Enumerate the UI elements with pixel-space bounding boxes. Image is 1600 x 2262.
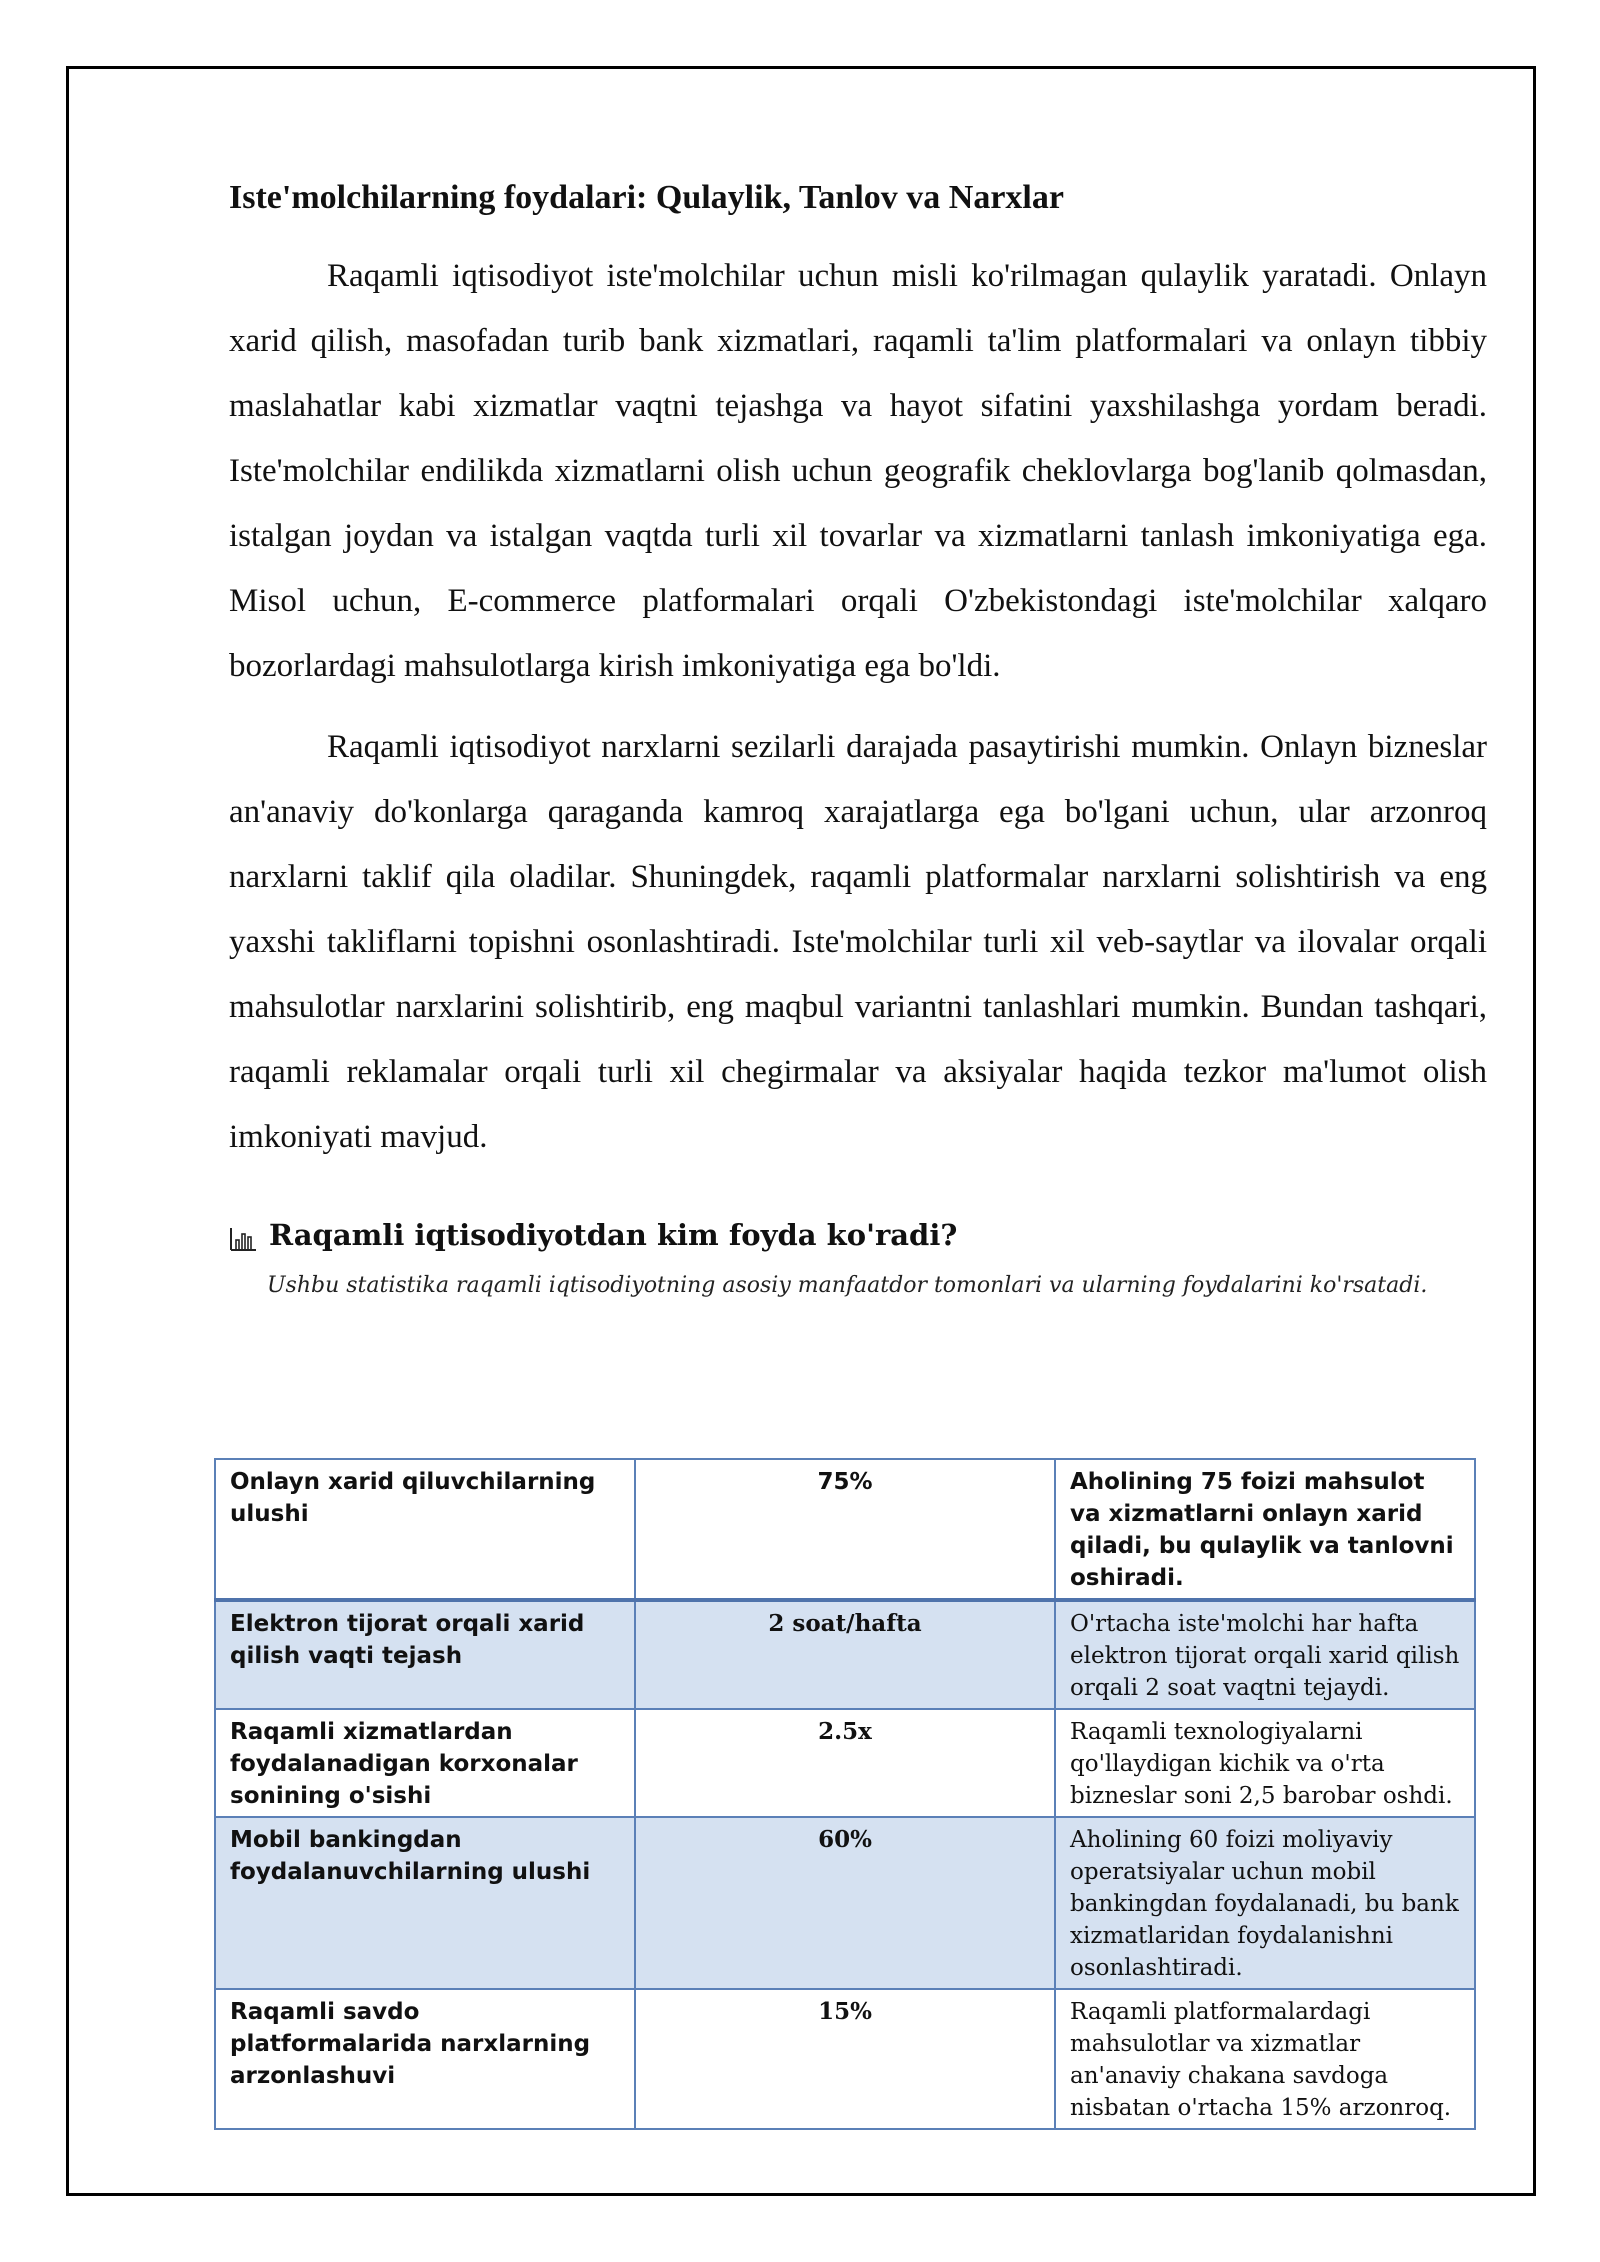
row-label: Raqamli savdo platformalarida narxlarning arzonlashuvi [215, 1989, 635, 2129]
row-label: Onlayn xarid qiluvchilarning ulushi [215, 1459, 635, 1600]
row-label: Elektron tijorat orqali xarid qilish vaqti tejash [215, 1600, 635, 1709]
paragraph-prices: Raqamli iqtisodiyot narxlarni sezilarli darajada pasaytirishi mumkin. Onlayn bizneslar an'anaviy do'konlarga qaraganda kamroq xarajatlarga ega bo'lgani uchun, ular arzonroq narxlarni taklif qila oladilar. Shuningdek, raqamli platformalar narxlarni solishtirish va eng yaxshi takliflarni topishni osonlashtiradi. Iste'molchilar turli xil veb-saytlar va ilovalar orqali mahsulotlar narxlarini solishtirib, eng maqbul variantni tanlashlari mumkin. Bundan tashqari, raqamli reklamalar orqali turli xil chegirmalar va aksiyalar haqida tezkor ma'lumot olish imkoniyati mavjud. [229, 729, 1487, 1155]
row-description: Aholining 60 foizi moliyaviy operatsiyalar uchun mobil bankingdan foydalanadi, bu bank xizmatlaridan foydalanishni osonlashtiradi. [1055, 1817, 1475, 1989]
stats-heading-text: Raqamli iqtisodiyotdan kim foyda ko'radi? [269, 1218, 958, 1252]
row-description: Raqamli platformalardagi mahsulotlar va xizmatlar an'anaviy chakana savdoga nisbatan o'rtacha 15% arzonroq. [1055, 1989, 1475, 2129]
row-value: 2 soat/hafta [635, 1600, 1055, 1709]
paragraph-convenience: Raqamli iqtisodiyot iste'molchilar uchun misli ko'rilmagan qulaylik yaratadi. Onlayn xarid qilish, masofadan turib bank xizmatlari, raqamli ta'lim platformalari va onlayn tibbiy maslahatlar kabi xizmatlar vaqtni tejashga va hayot sifatini yaxshilashga yordam beradi. Iste'molchilar endilikda xizmatlarni olish uchun geografik cheklovlarga bog'lanib qolmasdan, istalgan joydan va istalgan vaqtda turli xil tovarlar va xizmatlarni tanlash imkoniyatiga ega. Misol uchun, E-commerce platformalari orqali O'zbekistondagi iste'molchilar xalqaro bozorlardagi mahsulotlarga kirish imkoniyatiga ega bo'ldi. [229, 258, 1487, 684]
row-value: 15% [635, 1989, 1055, 2129]
table-row [215, 1709, 1475, 1817]
row-label: Mobil bankingdan foydalanuvchilarning ulushi [215, 1817, 635, 1989]
table-row [215, 1989, 1475, 2129]
stats-table [214, 1458, 1476, 2130]
row-label: Raqamli xizmatlardan foydalanadigan korxonalar sonining o'sishi [215, 1709, 635, 1817]
row-value: 75% [635, 1459, 1055, 1600]
section-title: Iste'molchilarning foydalari: Qulaylik, Tanlov va Narxlar [229, 179, 1064, 216]
table-row [215, 1459, 1475, 1600]
row-value: 2.5x [635, 1709, 1055, 1817]
stats-caption: Ushbu statistika raqamli iqtisodiyotning asosiy manfaatdor tomonlari va ularning foydalarini ko'rsatadi. [267, 1273, 1428, 1298]
table-row [215, 1600, 1475, 1709]
row-description: Aholining 75 foizi mahsulot va xizmatlarni onlayn xarid qiladi, bu qulaylik va tanlovni oshiradi. [1055, 1459, 1475, 1600]
stats-heading [229, 1215, 1487, 1255]
document-body [229, 168, 1487, 1303]
row-description: Raqamli texnologiyalarni qo'llaydigan kichik va o'rta bizneslar soni 2,5 barobar oshdi. [1055, 1709, 1475, 1817]
row-value: 60% [635, 1817, 1055, 1989]
table-row [215, 1817, 1475, 1989]
bar-chart-icon [229, 1222, 257, 1248]
row-description: O'rtacha iste'molchi har hafta elektron tijorat orqali xarid qilish orqali 2 soat vaqtni tejaydi. [1055, 1600, 1475, 1709]
